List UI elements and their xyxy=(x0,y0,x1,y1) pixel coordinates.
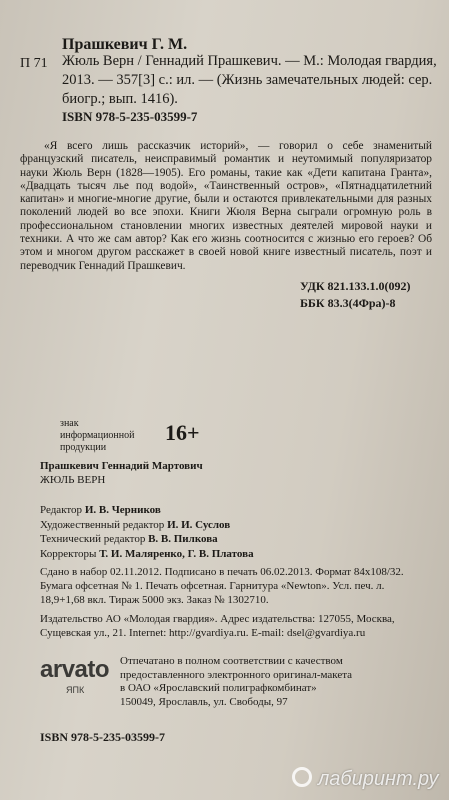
printer-info xyxy=(120,655,352,709)
staff-name: В. В. Пилкова xyxy=(148,533,218,545)
author-heading: Прашкевич Г. М. xyxy=(62,36,188,53)
staff-name: Т. И. Маляренко, Г. В. Платова xyxy=(99,547,254,560)
bibliographic-description: Жюль Верн / Геннадий Прашкевич. — М.: Молодая гвардия, 2013. — 357[3] с.: ил. — (Жизнь замечательных людей: сер. биогр.; вып. 1416). xyxy=(62,53,437,107)
age-rating-value: 16+ xyxy=(165,420,200,445)
annotation-text: «Я всего лишь рассказчик историй», — говорил о себе знаменитый французский писатель, неисправимый романтик и неутомимый популяризатор науки Жюль Верн (1828—1905). Его романы, такие как «Дети капитана Гранта», «Двадцать тысяч лье под водой», «Таинственный остров», «Пятнадцатилетний капитан» и многие-многие другие, были и остаются привлекательными для разных поколений людей во все эпохи. Книги Жюля Верна сыграли огромную роль в профессиональном становлении многих известных деятелей мировой науки и техники. А что же сам автор? Как его жизнь соотносится с жизнью его героев? Об этом и многом другом расскажет в своей новой книге известный писатель, поэт и переводчик Геннадий Прашкевич. xyxy=(20,140,432,272)
staff-name: И. В. Черников xyxy=(84,504,161,516)
staff-role: Редактор xyxy=(40,504,83,516)
printer-line: предоставленного электронного оригинал-макета xyxy=(120,668,353,681)
udk-code: УДК 821.133.1.0(092) xyxy=(300,279,411,293)
age-rating-label: знак информационной продукции xyxy=(60,418,135,453)
print-details-line: Сдано в набор 02.11.2012. Подписано в печать 06.02.2013. Формат 84x108/32. xyxy=(40,566,404,578)
imprint-author: Прашкевич Геннадий Мартович xyxy=(40,460,203,472)
print-details-line: Бумага офсетная № 1. Печать офсетная. Гарнитура «Newton». Усл. печ. л. xyxy=(40,580,385,592)
print-details xyxy=(40,565,404,607)
isbn-bottom: ISBN 978-5-235-03599-7 xyxy=(40,730,165,744)
imprint-title: ЖЮЛЬ ВЕРН xyxy=(40,474,106,486)
isbn-top: ISBN 978-5-235-03599-7 xyxy=(62,109,198,124)
printer-line: 150049, Ярославль, ул. Свободы, 97 xyxy=(120,695,288,708)
watermark-logo-icon xyxy=(292,767,312,787)
staff-role: Художественный редактор xyxy=(40,518,165,531)
printer-line: в ОАО «Ярославский полиграфкомбинат» xyxy=(120,682,317,694)
staff-name: И. И. Суслов xyxy=(167,518,231,531)
printer-line: Отпечатано в полном соответствии с качеством xyxy=(120,655,343,667)
staff-row xyxy=(40,503,254,518)
staff-row xyxy=(40,532,254,547)
staff-row xyxy=(40,547,254,562)
editorial-staff xyxy=(40,503,254,561)
publisher-line: Издательство АО «Молодая гвардия». Адрес издательства: 127055, Москва, xyxy=(40,613,395,625)
staff-role: Технический редактор xyxy=(40,533,146,545)
printer-logo: arvato xyxy=(40,656,110,683)
publisher-info xyxy=(40,612,395,640)
printer-logo-subtitle: ЯПК xyxy=(66,685,85,695)
watermark-text: лабиринт.ру xyxy=(318,768,439,790)
staff-role: Корректоры xyxy=(40,547,97,560)
author-sign: П 71 xyxy=(20,56,48,71)
print-details-line: 18,9+1,68 вкл. Тираж 5000 экз. Заказ № 1302710. xyxy=(40,594,269,606)
staff-row xyxy=(40,518,254,533)
bbk-code: ББК 83.3(4Фра)-8 xyxy=(300,296,396,310)
publisher-line: Сущевская ул., 21. Internet: http://gvardiya.ru. E-mail: dsel@gvardiya.ru xyxy=(40,627,366,639)
